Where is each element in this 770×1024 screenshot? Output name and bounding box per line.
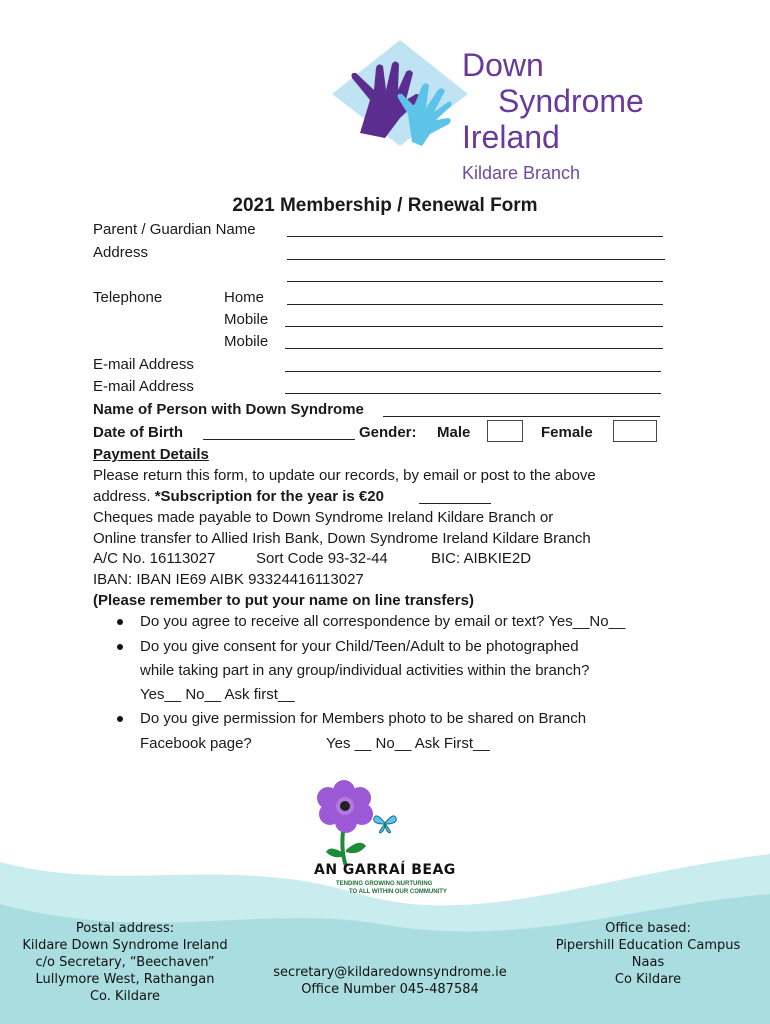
- postal-address: [0, 920, 250, 1005]
- person-name-field[interactable]: [383, 416, 660, 417]
- garden-logo: [300, 774, 470, 904]
- logo-line-ireland: Ireland: [462, 119, 560, 155]
- subscription-text: *Subscription for the year is €20: [154, 488, 384, 505]
- iban: IBAN: IBAN IE69 AIBK 93324416113027: [93, 571, 364, 588]
- address-label: Address: [93, 244, 149, 261]
- male-label: Male: [437, 424, 471, 441]
- male-checkbox[interactable]: [487, 420, 523, 442]
- address-field-2[interactable]: [287, 281, 663, 282]
- sort-code: Sort Code 93-32-44: [256, 550, 388, 567]
- contact-details: [250, 964, 530, 998]
- cheques-text: Cheques made payable to Down Syndrome Ireland Kildare Branch or: [93, 509, 554, 526]
- online-transfer-text: Online transfer to Allied Irish Bank, Down Syndrome Ireland Kildare Branch: [93, 530, 591, 547]
- garden-logo-title: AN GARRAÍ BEAG: [314, 862, 456, 878]
- garden-logo-tagline-1: TENDING GROWING NURTURING: [336, 881, 433, 887]
- subscription-amount-field[interactable]: [419, 503, 491, 504]
- person-name-label: Name of Person with Down Syndrome: [93, 401, 364, 418]
- hands-icon: [330, 38, 470, 148]
- postal-address-line-4: Co. Kildare: [89, 989, 161, 1004]
- parent-guardian-field[interactable]: [287, 236, 663, 237]
- payment-heading: Payment Details: [93, 446, 209, 463]
- female-label: Female: [541, 424, 593, 441]
- question-facebook-answers: Yes __ No__ Ask First__: [326, 735, 490, 752]
- office-address-line-3: Co Kildare: [614, 972, 682, 987]
- question-photo-consent-answers: Yes__ No__ Ask first__: [140, 686, 295, 703]
- question-correspondence: Do you agree to receive all correspondence by email or text? Yes__No__: [140, 613, 626, 630]
- transfer-reminder: (Please remember to put your name on line transfers): [93, 592, 474, 609]
- organisation-logo: [330, 38, 690, 188]
- question-photo-consent-1: Do you give consent for your Child/Teen/Adult to be photographed: [140, 638, 579, 655]
- payment-address-text: address.: [93, 488, 155, 505]
- garden-logo-tagline-2: TO ALL WITHIN OUR COMMUNITY: [349, 889, 447, 895]
- email-field-2[interactable]: [285, 393, 661, 394]
- parent-guardian-label: Parent / Guardian Name: [93, 221, 256, 238]
- question-facebook-1: Do you give permission for Members photo to be shared on Branch: [140, 710, 587, 727]
- telephone-label: Telephone: [93, 289, 163, 306]
- email-field-1[interactable]: [285, 371, 661, 372]
- account-number: A/C No. 16113027: [93, 550, 216, 567]
- bic-code: BIC: AIBKIE2D: [431, 550, 532, 567]
- mobile-field-2[interactable]: [285, 348, 663, 349]
- contact-email[interactable]: secretary@kildaredownsyndrome.ie: [273, 965, 507, 980]
- logo-branch: Kildare Branch: [462, 163, 581, 183]
- question-photo-consent-2: while taking part in any group/individual activities within the branch?: [140, 662, 590, 679]
- postal-address-line-2: c/o Secretary, “Beechaven”: [35, 955, 215, 970]
- dob-label: Date of Birth: [93, 424, 183, 441]
- gender-label: Gender:: [359, 424, 417, 441]
- office-address-line-2: Naas: [631, 955, 665, 970]
- bullet-icon: [117, 619, 123, 625]
- office-address: [530, 920, 766, 988]
- home-phone-field[interactable]: [287, 304, 663, 305]
- female-checkbox[interactable]: [613, 420, 657, 442]
- postal-address-title: Postal address:: [75, 921, 175, 936]
- mobile-label-2: Mobile: [224, 333, 269, 350]
- contact-phone: Office Number 045-487584: [301, 982, 479, 997]
- question-facebook-2: Facebook page?: [140, 735, 252, 752]
- email-label-1: E-mail Address: [93, 356, 194, 373]
- form-title: 2021 Membership / Renewal Form: [232, 195, 538, 216]
- payment-paragraph-2: [93, 487, 384, 507]
- logo-line-down: Down: [462, 47, 544, 83]
- mobile-field-1[interactable]: [285, 326, 663, 327]
- logo-line-syndrome: Syndrome: [498, 83, 644, 119]
- office-address-line-1: Pipershill Education Campus: [555, 938, 741, 953]
- butterfly-icon: [372, 812, 398, 834]
- mobile-label-1: Mobile: [224, 311, 269, 328]
- payment-paragraph-1: Please return this form, to update our records, by email or post to the above: [93, 467, 596, 484]
- postal-address-line-1: Kildare Down Syndrome Ireland: [22, 938, 228, 953]
- bullet-icon: [117, 644, 123, 650]
- postal-address-line-3: Lullymore West, Rathangan: [35, 972, 215, 987]
- dob-field[interactable]: [203, 439, 355, 440]
- email-label-2: E-mail Address: [93, 378, 194, 395]
- address-field-1[interactable]: [287, 259, 665, 260]
- bullet-icon: [117, 716, 123, 722]
- office-address-title: Office based:: [605, 921, 691, 936]
- home-label: Home: [224, 289, 265, 306]
